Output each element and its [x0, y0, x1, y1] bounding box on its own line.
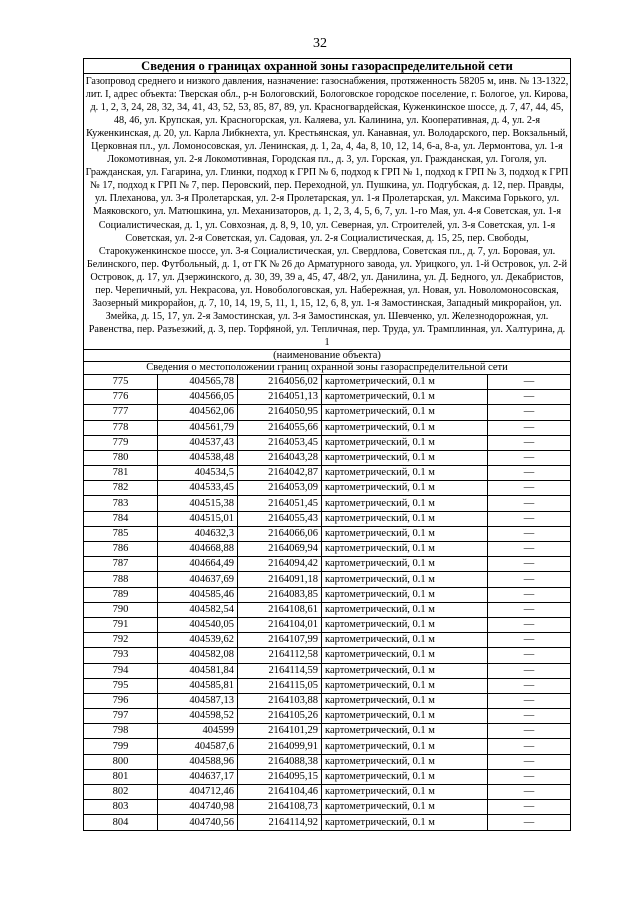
x-coordinate-cell: 404539,62 [158, 633, 238, 648]
x-coordinate-cell: 404562,06 [158, 405, 238, 420]
method-cell: картометрический, 0.1 м [322, 542, 488, 557]
point-number-cell: 778 [84, 420, 158, 435]
table-row [84, 769, 571, 784]
y-coordinate-cell: 2164055,43 [238, 511, 322, 526]
point-number-cell: 788 [84, 572, 158, 587]
note-cell: — [488, 754, 571, 769]
point-number-cell: 789 [84, 587, 158, 602]
table-row [84, 481, 571, 496]
x-coordinate-cell: 404533,45 [158, 481, 238, 496]
method-cell: картометрический, 0.1 м [322, 420, 488, 435]
y-coordinate-cell: 2164101,29 [238, 724, 322, 739]
point-number-cell: 791 [84, 617, 158, 632]
x-coordinate-cell: 404632,3 [158, 526, 238, 541]
y-coordinate-cell: 2164083,85 [238, 587, 322, 602]
y-coordinate-cell: 2164114,92 [238, 815, 322, 830]
x-coordinate-cell: 404582,54 [158, 602, 238, 617]
note-cell: — [488, 466, 571, 481]
table-row [84, 678, 571, 693]
table-row [84, 526, 571, 541]
table-row [84, 617, 571, 632]
y-coordinate-cell: 2164099,91 [238, 739, 322, 754]
point-number-cell: 800 [84, 754, 158, 769]
y-coordinate-cell: 2164055,66 [238, 420, 322, 435]
point-number-cell: 787 [84, 557, 158, 572]
method-cell: картометрический, 0.1 м [322, 724, 488, 739]
y-coordinate-cell: 2164088,38 [238, 754, 322, 769]
note-cell: — [488, 374, 571, 389]
table-row [84, 435, 571, 450]
note-cell: — [488, 557, 571, 572]
x-coordinate-cell: 404515,01 [158, 511, 238, 526]
x-coordinate-cell: 404581,84 [158, 663, 238, 678]
object-description: Газопровод среднего и низкого давления, назначение: газоснабжения, протяженность 58205 м, инв. № 13-1322, лит. I, адрес объекта: Тверская обл., р-н Бологовский, Бологовское городское поселение, г. Бологое, ул. Кирова, д. 1, 2, 3, 24, 28, 32, 34, 41, 43, 52, 53, 85, 87, 89, ул. Красногвардейская, Куженкинское шоссе, д. 7, 47, 44, 45, 48, 46, ул. Крупская, ул. Красногорская, ул. Каляева, ул. Калинина, ул. Кооперативная, д. 4, ул. 2-я Куженкинская, д. 20, ул. Карла Либкнехта, ул. Крестьянская, ул. Канавная, ул. Володарского, пер. Вокзальный, Церковная пл., ул. Ломоносовская, ул. Ленинская, д. 1, 2а, 4, 4а, 8, 10, 12, 14, 6-а, 8-а, ул. Лермонтова, ул. 1-я Локомотивная, ул. 2-я Локомотивная, Городская пл., д. 3, ул. Горская, ул. Гражданская, ул. Гоголя, ул. Гражданская, ул. Гагарина, ул. Глинки, подход к ГРП № 6, подход к ГРП № 1, подход к ГРП № 3, подход к ГРП № 17, подход к ГРП № 7, пер. Перовский, пер. Переходной, ул. Пушкина, ул. Подгубская, д. 12, пер. Правды, ул. Плеханова, ул. 3-я Пролетарская, ул. 2-я Пролетарская, ул. 1-я Пролетарская, ул. Максима Горького, ул. Маяковского, ул. Матюшкина, ул. Механизаторов, д. 1, 2, 3, 4, 5, 6, 7, ул. 1-го Мая, ул. 4-я Советская, ул. 1-я Социалистическая, д. 1, ул. Совхозная, д. 8, 9, 10, ул. Северная, ул. Строителей, ул. 3-я Советская, ул. 1-я Советская, ул. 2-я Советская, ул. Садовая, ул. 2-я Социалистическая, д. 15, 25, пер. Свободы, Старокуженкинское шоссе, ул. 3-я Социалистическая, ул. Свердлова, Советская пл., д. 7, ул. Боровая, ул. Белинского, пер. Футбольный, д. 1, от ГК № 26 до Арматурного завода, ул. Урицкого, ул. 1-й Островок, ул. 2-й Островок, д. 17, ул. Дзержинского, д. 30, 39, 39 а, 45, 47, 48/2, ул. Данилина, ул. Д. Бедного, ул. Декабристов, пер. Черепичный, ул. Некрасова, ул. Новобологовская, ул. Набережная, ул. Новая, ул. Новоломоносовская, Заозерный микрорайон, д. 7, 10, 14, 19, 5, 11, 1, 15, 12, 6, 8, ул. 1-я Замостинская, Западный микрорайон, ул. Змейка, д. 15, 17, ул. 2-я Замостинская, ул. 3-я Замостинская, ул. Шевченко, ул. Железнодорожная, ул. Равенства, пер. Разъезжий, д. 3, пер. Торфяной, ул. Тепличная, пер. Труда, ул. Трамплинная, ул. Халтурина, д. 1 [84, 74, 571, 350]
point-number-cell: 775 [84, 374, 158, 389]
note-cell: — [488, 420, 571, 435]
note-cell: — [488, 572, 571, 587]
method-cell: картометрический, 0.1 м [322, 739, 488, 754]
x-coordinate-cell: 404664,49 [158, 557, 238, 572]
method-cell: картометрический, 0.1 м [322, 693, 488, 708]
y-coordinate-cell: 2164094,42 [238, 557, 322, 572]
x-coordinate-cell: 404582,08 [158, 648, 238, 663]
method-cell: картометрический, 0.1 м [322, 390, 488, 405]
method-cell: картометрический, 0.1 м [322, 511, 488, 526]
table-row [84, 754, 571, 769]
x-coordinate-cell: 404561,79 [158, 420, 238, 435]
y-coordinate-cell: 2164107,99 [238, 633, 322, 648]
y-coordinate-cell: 2164053,45 [238, 435, 322, 450]
note-cell: — [488, 769, 571, 784]
x-coordinate-cell: 404637,69 [158, 572, 238, 587]
x-coordinate-cell: 404585,81 [158, 678, 238, 693]
table-title: Сведения о границах охранной зоны газораспределительной сети [84, 59, 571, 74]
section-title: Сведения о местоположении границ охранной зоны газораспределительной сети [84, 361, 571, 374]
x-coordinate-cell: 404534,5 [158, 466, 238, 481]
table-row [84, 602, 571, 617]
point-number-cell: 804 [84, 815, 158, 830]
note-cell: — [488, 663, 571, 678]
y-coordinate-cell: 2164053,09 [238, 481, 322, 496]
table-row [84, 709, 571, 724]
method-cell: картометрический, 0.1 м [322, 709, 488, 724]
x-coordinate-cell: 404740,98 [158, 800, 238, 815]
table-row [84, 693, 571, 708]
y-coordinate-cell: 2164103,88 [238, 693, 322, 708]
x-coordinate-cell: 404515,38 [158, 496, 238, 511]
y-coordinate-cell: 2164104,46 [238, 785, 322, 800]
x-coordinate-cell: 404538,48 [158, 450, 238, 465]
note-cell: — [488, 678, 571, 693]
note-cell: — [488, 496, 571, 511]
note-cell: — [488, 617, 571, 632]
note-cell: — [488, 511, 571, 526]
y-coordinate-cell: 2164112,58 [238, 648, 322, 663]
method-cell: картометрический, 0.1 м [322, 617, 488, 632]
method-cell: картометрический, 0.1 м [322, 466, 488, 481]
note-cell: — [488, 542, 571, 557]
note-cell: — [488, 602, 571, 617]
point-number-cell: 777 [84, 405, 158, 420]
note-cell: — [488, 481, 571, 496]
point-number-cell: 780 [84, 450, 158, 465]
note-cell: — [488, 450, 571, 465]
note-cell: — [488, 739, 571, 754]
x-coordinate-cell: 404566,05 [158, 390, 238, 405]
y-coordinate-cell: 2164114,59 [238, 663, 322, 678]
x-coordinate-cell: 404540,05 [158, 617, 238, 632]
y-coordinate-cell: 2164056,02 [238, 374, 322, 389]
y-coordinate-cell: 2164050,95 [238, 405, 322, 420]
y-coordinate-cell: 2164108,73 [238, 800, 322, 815]
y-coordinate-cell: 2164051,13 [238, 390, 322, 405]
point-number-cell: 799 [84, 739, 158, 754]
point-number-cell: 795 [84, 678, 158, 693]
object-caption: (наименование объекта) [84, 349, 571, 361]
x-coordinate-cell: 404599 [158, 724, 238, 739]
table-row [84, 572, 571, 587]
y-coordinate-cell: 2164095,15 [238, 769, 322, 784]
table-row [84, 648, 571, 663]
table-row [84, 466, 571, 481]
y-coordinate-cell: 2164051,45 [238, 496, 322, 511]
method-cell: картометрический, 0.1 м [322, 648, 488, 663]
point-number-cell: 797 [84, 709, 158, 724]
point-number-cell: 776 [84, 390, 158, 405]
point-number-cell: 786 [84, 542, 158, 557]
table-row [84, 390, 571, 405]
note-cell: — [488, 785, 571, 800]
method-cell: картометрический, 0.1 м [322, 663, 488, 678]
note-cell: — [488, 587, 571, 602]
note-cell: — [488, 709, 571, 724]
note-cell: — [488, 405, 571, 420]
note-cell: — [488, 693, 571, 708]
note-cell: — [488, 815, 571, 830]
y-coordinate-cell: 2164043,28 [238, 450, 322, 465]
table-row [84, 785, 571, 800]
note-cell: — [488, 648, 571, 663]
point-number-cell: 784 [84, 511, 158, 526]
table-row [84, 815, 571, 830]
point-number-cell: 792 [84, 633, 158, 648]
table-row [84, 587, 571, 602]
y-coordinate-cell: 2164105,26 [238, 709, 322, 724]
point-number-cell: 796 [84, 693, 158, 708]
x-coordinate-cell: 404740,56 [158, 815, 238, 830]
method-cell: картометрический, 0.1 м [322, 678, 488, 693]
x-coordinate-cell: 404637,17 [158, 769, 238, 784]
method-cell: картометрический, 0.1 м [322, 785, 488, 800]
y-coordinate-cell: 2164066,06 [238, 526, 322, 541]
table-row [84, 800, 571, 815]
point-number-cell: 782 [84, 481, 158, 496]
table-row [84, 542, 571, 557]
y-coordinate-cell: 2164115,05 [238, 678, 322, 693]
note-cell: — [488, 390, 571, 405]
table-row [84, 724, 571, 739]
protection-zone-table [83, 58, 571, 831]
method-cell: картометрический, 0.1 м [322, 769, 488, 784]
point-number-cell: 783 [84, 496, 158, 511]
point-number-cell: 793 [84, 648, 158, 663]
method-cell: картометрический, 0.1 м [322, 557, 488, 572]
table-row [84, 633, 571, 648]
x-coordinate-cell: 404585,46 [158, 587, 238, 602]
table-row [84, 450, 571, 465]
point-number-cell: 785 [84, 526, 158, 541]
point-number-cell: 781 [84, 466, 158, 481]
method-cell: картометрический, 0.1 м [322, 481, 488, 496]
note-cell: — [488, 526, 571, 541]
method-cell: картометрический, 0.1 м [322, 754, 488, 769]
x-coordinate-cell: 404712,46 [158, 785, 238, 800]
note-cell: — [488, 633, 571, 648]
method-cell: картометрический, 0.1 м [322, 526, 488, 541]
method-cell: картометрический, 0.1 м [322, 815, 488, 830]
x-coordinate-cell: 404565,78 [158, 374, 238, 389]
x-coordinate-cell: 404587,13 [158, 693, 238, 708]
method-cell: картометрический, 0.1 м [322, 800, 488, 815]
table-row [84, 405, 571, 420]
method-cell: картометрический, 0.1 м [322, 405, 488, 420]
table-row [84, 739, 571, 754]
page-number: 32 [313, 36, 327, 51]
table-row [84, 511, 571, 526]
point-number-cell: 801 [84, 769, 158, 784]
note-cell: — [488, 800, 571, 815]
point-number-cell: 779 [84, 435, 158, 450]
y-coordinate-cell: 2164104,01 [238, 617, 322, 632]
note-cell: — [488, 724, 571, 739]
method-cell: картометрический, 0.1 м [322, 435, 488, 450]
table-row [84, 557, 571, 572]
table-row [84, 374, 571, 389]
table-row [84, 420, 571, 435]
table-row [84, 496, 571, 511]
table-row [84, 663, 571, 678]
method-cell: картометрический, 0.1 м [322, 602, 488, 617]
method-cell: картометрический, 0.1 м [322, 496, 488, 511]
x-coordinate-cell: 404537,43 [158, 435, 238, 450]
point-number-cell: 798 [84, 724, 158, 739]
y-coordinate-cell: 2164108,61 [238, 602, 322, 617]
point-number-cell: 802 [84, 785, 158, 800]
y-coordinate-cell: 2164042,87 [238, 466, 322, 481]
point-number-cell: 790 [84, 602, 158, 617]
y-coordinate-cell: 2164069,94 [238, 542, 322, 557]
x-coordinate-cell: 404598,52 [158, 709, 238, 724]
note-cell: — [488, 435, 571, 450]
x-coordinate-cell: 404588,96 [158, 754, 238, 769]
method-cell: картометрический, 0.1 м [322, 633, 488, 648]
method-cell: картометрический, 0.1 м [322, 374, 488, 389]
method-cell: картометрический, 0.1 м [322, 572, 488, 587]
point-number-cell: 794 [84, 663, 158, 678]
y-coordinate-cell: 2164091,18 [238, 572, 322, 587]
method-cell: картометрический, 0.1 м [322, 450, 488, 465]
point-number-cell: 803 [84, 800, 158, 815]
x-coordinate-cell: 404668,88 [158, 542, 238, 557]
method-cell: картометрический, 0.1 м [322, 587, 488, 602]
x-coordinate-cell: 404587,6 [158, 739, 238, 754]
